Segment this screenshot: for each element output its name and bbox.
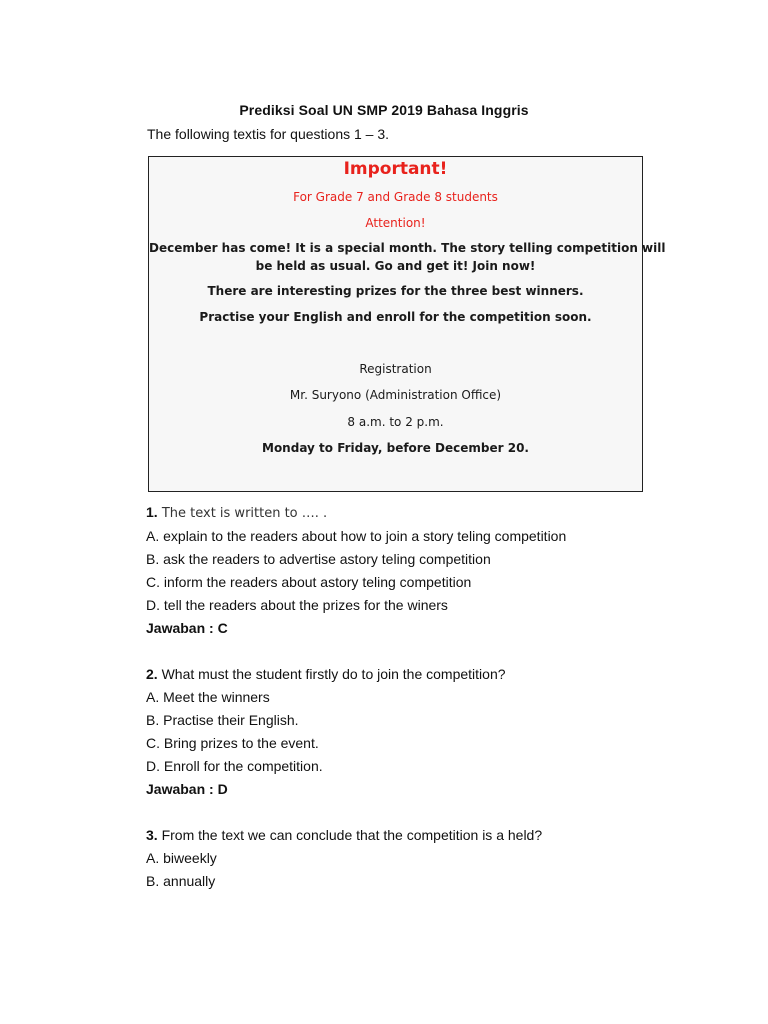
question-1-stem: [146, 501, 566, 525]
question-2-option-c: C. Bring prizes to the event.: [146, 735, 319, 751]
notice-grade: For Grade 7 and Grade 8 students: [293, 190, 498, 204]
intro-text: The following textis for questions 1 – 3.: [147, 126, 390, 142]
question-3-option-b: B. annually: [146, 873, 216, 889]
page-title: Prediksi Soal UN SMP 2019 Bahasa Inggris: [239, 102, 529, 118]
question-1-option-a: A. explain to the readers about how to join a story teling competition: [146, 528, 567, 544]
notice-attention: Attention!: [365, 216, 426, 230]
question-1-number: 1.: [146, 504, 158, 520]
notice-body-line-2: be held as usual. Go and get it! Join now!: [255, 259, 536, 273]
question-1-answer: Jawaban : C: [146, 620, 228, 636]
question-2-option-b: B. Practise their English.: [146, 712, 299, 728]
question-2: [146, 663, 506, 801]
question-3: [146, 824, 542, 893]
question-2-text: What must the student firstly do to join the competition?: [157, 666, 506, 682]
notice-box: [148, 156, 666, 492]
question-3-number: 3.: [146, 827, 158, 843]
question-3-option-a: A. biweekly: [146, 850, 217, 866]
question-1-option-d: D. tell the readers about the prizes for the winers: [146, 597, 448, 613]
question-2-number: 2.: [146, 666, 158, 682]
notice-body-line-1: December has come! It is a special month. The story telling competition will: [149, 241, 666, 255]
question-2-stem: [146, 663, 506, 686]
notice-prizes: There are interesting prizes for the three best winners.: [207, 284, 584, 298]
question-3-stem: [146, 824, 542, 847]
notice-practise: Practise your English and enroll for the competition soon.: [199, 310, 592, 324]
question-2-option-a: A. Meet the winners: [146, 689, 270, 705]
question-1-text: The text is written to …. .: [157, 506, 328, 521]
question-2-answer: Jawaban : D: [146, 781, 228, 797]
notice-registration: Registration: [359, 362, 432, 376]
notice-days: Monday to Friday, before December 20.: [262, 441, 529, 455]
question-1-option-c: C. inform the readers about astory teling competition: [146, 574, 472, 590]
notice-contact: Mr. Suryono (Administration Office): [289, 388, 502, 402]
question-1: [146, 501, 566, 640]
question-3-text: From the text we can conclude that the competition is a held?: [157, 827, 543, 843]
question-2-option-d: D. Enroll for the competition.: [146, 758, 323, 774]
notice-heading: Important!: [343, 159, 448, 179]
notice-hours: 8 a.m. to 2 p.m.: [347, 415, 444, 429]
question-1-option-b: B. ask the readers to advertise astory teling competition: [146, 551, 491, 567]
